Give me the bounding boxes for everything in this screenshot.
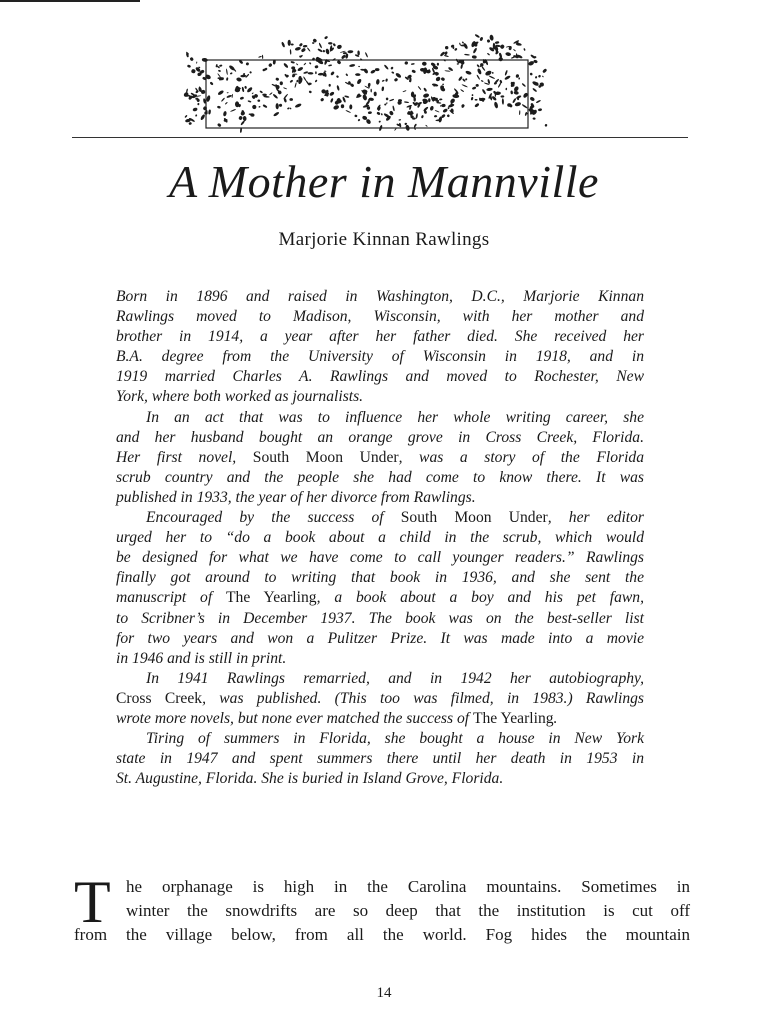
biography-line: [116, 709, 644, 729]
text-run: York, where both worked as journalists.: [116, 388, 364, 406]
text-run: St. Augustine, Florida. She is buried in Island Grove, Florida.: [116, 770, 504, 788]
title-rule: [72, 137, 688, 138]
text-run: , was a story of the Florida: [398, 448, 644, 466]
text-run: , a book about a boy and his pet fawn,: [316, 589, 645, 607]
biography-line: [116, 387, 644, 407]
book-title: South Moon Under: [400, 509, 548, 527]
author-name: Marjorie Kinnan Rawlings: [278, 229, 490, 250]
corner-rule: [0, 0, 140, 2]
biography-line: [116, 609, 644, 629]
text-run: published in 1933, the year of her divorce from Rawlings.: [116, 488, 476, 506]
text-run: for two years and won a Pulitzer Prize. It was made into a movie: [116, 629, 644, 647]
story-opening: [74, 869, 690, 947]
text-run: urged her to “do a book about a child in the scrub, which would: [116, 529, 644, 547]
story-line: from the village below, from all the world. Fog hides the mountain: [74, 925, 690, 944]
biography-line: [116, 588, 644, 608]
text-run: be designed for what we have come to call younger readers.” Rawlings: [116, 549, 644, 567]
story-line: he orphanage is high in the Carolina mountains. Sometimes in: [126, 877, 690, 896]
drop-cap: T: [74, 869, 111, 935]
ornament-leaves: [183, 34, 548, 133]
text-run: Born in 1896 and raised in Washington, D.C., Marjorie Kinnan: [116, 288, 644, 305]
biography-line: [116, 287, 644, 307]
text-run: finally got around to writing that book in 1936, and she sent the: [116, 569, 644, 587]
text-run: scrub country and the people she had come to know there. It was: [116, 468, 644, 486]
page-number: 14: [376, 985, 392, 1001]
text-run: state in 1947 and spent summers there until her death in 1953 in: [116, 750, 644, 768]
biography-line: [116, 729, 644, 749]
biography-line: [116, 408, 644, 428]
biography-line: [116, 367, 644, 387]
text-run: .: [553, 709, 558, 727]
text-run: B.A. degree from the University of Wisconsin in 1918, and in: [116, 348, 644, 366]
biography-line: [116, 568, 644, 588]
biography-line: [116, 488, 644, 508]
biography-line: [116, 528, 644, 548]
text-run: wrote more novels, but none ever matched the success of: [116, 709, 473, 727]
book-title: Cross Creek: [116, 689, 203, 707]
story-line: winter the snowdrifts are so deep that the institution is cut off: [126, 901, 690, 920]
text-run: manuscript of: [116, 589, 227, 607]
biography-line: [116, 327, 644, 347]
biography-line: [116, 769, 644, 789]
text-run: 1919 married Charles A. Rawlings and moved to Rochester, New: [116, 368, 644, 386]
text-run: In an act that was to influence her whole writing career, she: [146, 408, 644, 426]
story-title: A Mother in Mannville: [169, 156, 599, 207]
text-run: In 1941 Rawlings remarried, and in 1942 her autobiography,: [146, 669, 644, 687]
text-run: brother in 1914, a year after her father died. She received her: [116, 328, 644, 346]
book-title: The Yearling: [472, 709, 554, 727]
biography-line: [116, 689, 644, 709]
text-run: Rawlings moved to Madison, Wisconsin, with her mother and: [116, 308, 644, 326]
author-biography: [116, 287, 644, 789]
text-run: Tiring of summers in Florida, she bought a house in New York: [146, 730, 644, 748]
biography-line: [116, 428, 644, 448]
biography-line: [116, 307, 644, 327]
biography-line: [116, 347, 644, 367]
biography-line: [116, 629, 644, 649]
text-run: , was published. (This too was filmed, in 1983.) Rawlings: [202, 689, 644, 707]
text-run: to Scribner’s in December 1937. The book was on the best-seller list: [116, 609, 644, 627]
text-run: Encouraged by the success of: [146, 509, 401, 527]
text-run: and her husband bought an orange grove in Cross Creek, Florida.: [116, 428, 644, 446]
biography-line: [116, 468, 644, 488]
text-run: in 1946 and is still in print.: [116, 649, 287, 667]
biography-line: [116, 649, 644, 669]
text-run: , her editor: [547, 509, 644, 527]
text-run: Her first novel,: [116, 448, 253, 466]
biography-line: [116, 749, 644, 769]
book-title: South Moon Under: [252, 448, 399, 466]
biography-line: [116, 669, 644, 689]
biography-line: [116, 448, 644, 468]
book-title: The Yearling: [226, 589, 317, 607]
foliage-ornament: [180, 34, 552, 134]
biography-line: [116, 548, 644, 568]
biography-line: [116, 508, 644, 528]
